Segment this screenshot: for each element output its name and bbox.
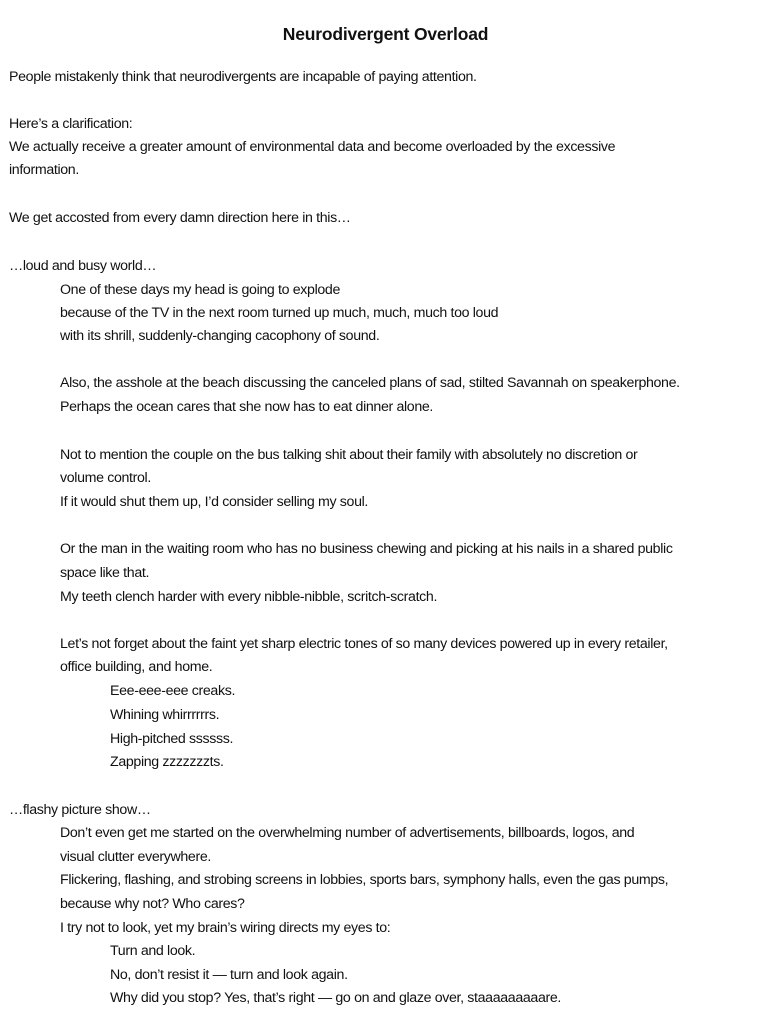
text-line: volume control.	[60, 470, 151, 486]
text-line: One of these days my head is going to explode	[60, 282, 341, 298]
text-line: because why not? Who cares?	[60, 896, 245, 912]
text-line: No, don’t resist it — turn and look again.	[110, 967, 348, 983]
text-line: …flashy picture show…	[9, 802, 151, 818]
text-line: …loud and busy world…	[9, 258, 157, 274]
text-line: Perhaps the ocean cares that she now has to eat dinner alone.	[60, 399, 434, 415]
text-line: Zapping zzzzzzzts.	[110, 754, 224, 770]
text-line: Don’t even get me started on the overwhelming number of advertisements, billboards, logos, and	[60, 825, 635, 841]
text-line: Turn and look.	[110, 943, 196, 959]
text-line: People mistakenly think that neurodivergents are incapable of paying attention.	[9, 69, 477, 85]
text-line: Whining whirrrrrrs.	[110, 707, 220, 723]
text-line: visual clutter everywhere.	[60, 849, 211, 865]
text-line: Flickering, flashing, and strobing screens in lobbies, sports bars, symphony halls, even the gas pumps,	[60, 872, 669, 888]
text-line: We get accosted from every damn direction here in this…	[9, 210, 351, 226]
text-line: We actually receive a greater amount of environmental data and become overloaded by the excessive	[9, 139, 616, 155]
text-line: If it would shut them up, I’d consider selling my soul.	[60, 494, 369, 510]
text-line: Let’s not forget about the faint yet sharp electric tones of so many devices powered up in every retailer,	[60, 636, 668, 652]
text-line: High-pitched ssssss.	[110, 731, 234, 747]
text-line: space like that.	[60, 565, 150, 581]
text-line: with its shrill, suddenly-changing cacophony of sound.	[60, 328, 380, 344]
text-line: Eee-eee-eee creaks.	[110, 683, 236, 699]
text-line: Or the man in the waiting room who has no business chewing and picking at his nails in a shared public	[60, 541, 673, 557]
text-line: I try not to look, yet my brain’s wiring directs my eyes to:	[60, 920, 391, 936]
text-line: because of the TV in the next room turned up much, much, much too loud	[60, 305, 499, 321]
text-line: My teeth clench harder with every nibble-nibble, scritch-scratch.	[60, 589, 438, 605]
text-line: Not to mention the couple on the bus talking shit about their family with absolutely no discretion or	[60, 447, 638, 463]
text-line: Also, the asshole at the beach discussing the canceled plans of sad, stilted Savannah on speakerphone.	[60, 375, 680, 391]
text-line: information.	[9, 162, 79, 178]
text-line: Why did you stop? Yes, that’s right — go on and glaze over, staaaaaaaaare.	[110, 990, 562, 1006]
page-title: Neurodivergent Overload	[282, 24, 489, 44]
text-line: Here’s a clarification:	[9, 116, 133, 132]
text-line: office building, and home.	[60, 659, 213, 675]
